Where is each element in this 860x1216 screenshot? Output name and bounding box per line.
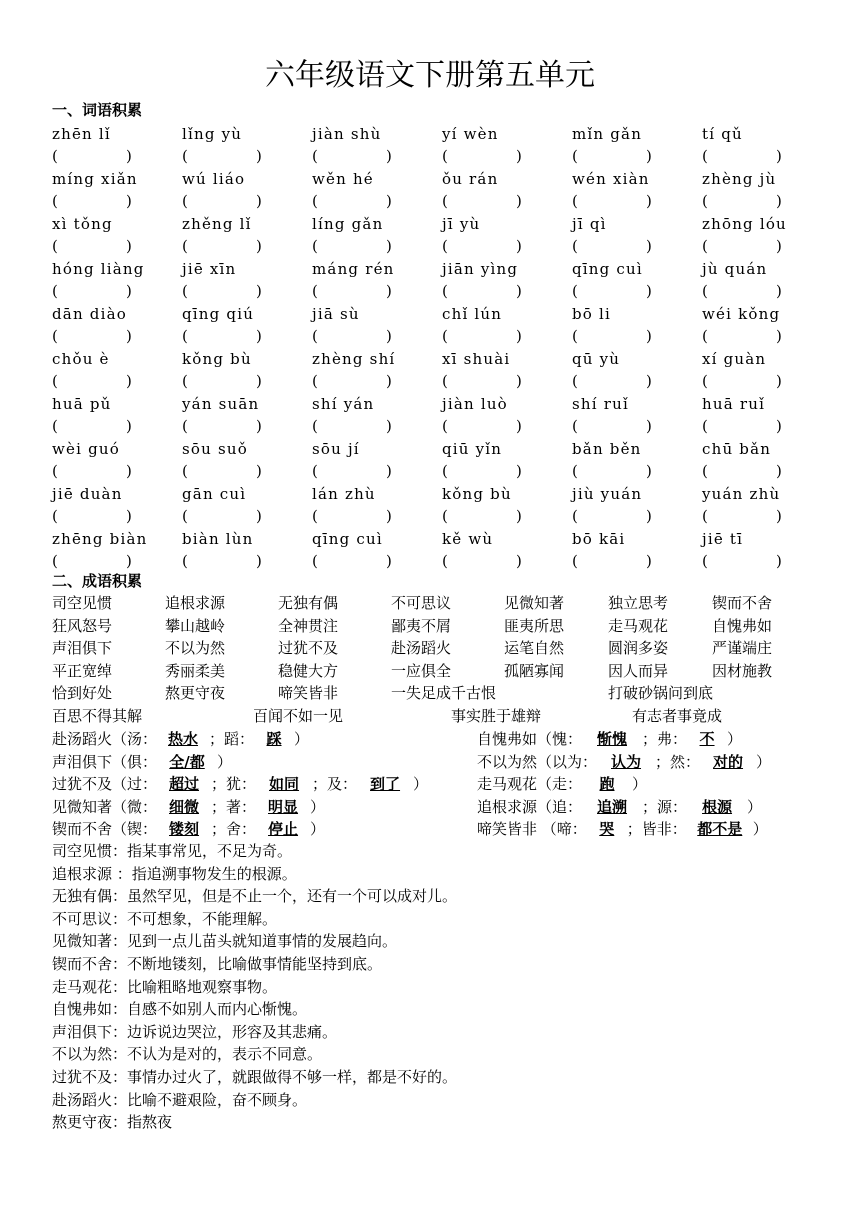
definition-line: 过犹不及：事情办过火了，就跟做得不够一样，都是不好的。 — [52, 1067, 458, 1086]
pinyin-label: zhèng jù — [702, 170, 777, 188]
note-fu-tang-dao-huo: 赴汤蹈火（汤： 热水 ；蹈： 踩 ） — [52, 730, 310, 748]
pinyin-label: mǐn gǎn — [572, 125, 643, 143]
pinyin-label: xí guàn — [702, 350, 767, 368]
definition-line: 不以为然：不认为是对的，表示不同意。 — [52, 1045, 323, 1064]
pinyin-label: shí yán — [312, 395, 375, 413]
vocab-row: wèi guó ( ) sōu suǒ ( ) sōu jí ( ) qiū yǐn ( ) bǎn běn ( ) chū bǎn ( ) — [52, 440, 782, 480]
pinyin-label: jiàn shù — [312, 125, 382, 143]
idiom-row — [52, 660, 842, 683]
idiom-item: 稳健大方 — [278, 661, 339, 680]
idiom-item: 一失足成千古恨 — [391, 684, 497, 702]
pinyin-label: yán suān — [182, 395, 260, 413]
definition-line: 走马观花：比喻粗略地观察事物。 — [52, 977, 278, 996]
pinyin-label: sōu jí — [312, 440, 360, 458]
pinyin-label: wèi guó — [52, 440, 120, 458]
idiom-notes — [52, 728, 842, 841]
idiom-item: 见微知著 — [504, 594, 565, 612]
pinyin-label: wén xiàn — [572, 170, 650, 188]
pinyin-label: kǒng bù — [182, 350, 252, 368]
pinyin-label: máng rén — [312, 260, 395, 278]
pinyin-label: huā pǔ — [52, 395, 112, 413]
vocab-row: dān diào ( ) qīng qiú ( ) jiā sù ( ) chǐ lún ( ) bō li ( ) wéi kǒng ( ) — [52, 305, 782, 345]
pinyin-label: xì tǒng — [52, 215, 113, 233]
idiom-item: 因材施教 — [712, 661, 773, 680]
pinyin-label: qīng cuì — [312, 530, 383, 548]
idiom-item: 一应俱全 — [391, 661, 452, 680]
idiom-item: 有志者事竟成 — [632, 706, 723, 725]
idiom-item: 全神贯注 — [278, 616, 339, 635]
note-jian-wei-zhi-zhu: 见微知著（微： 细微 ；著： 明显 ） — [52, 797, 326, 816]
pinyin-label: jiù yuán — [572, 485, 643, 503]
note-sheng-lei-ju-xia: 声泪俱下（俱： 全/都 ） — [52, 752, 233, 771]
idiom-item: 百思不得其解 — [52, 706, 143, 725]
pinyin-label: kě wù — [442, 530, 494, 548]
idiom-list — [52, 592, 842, 727]
pinyin-label: qīng cuì — [572, 260, 643, 278]
pinyin-label: jù quán — [702, 260, 768, 278]
note-guo-you-bu-ji: 过犹不及（过： 超过 ；犹： 如同 ；及： 到了 ） — [52, 775, 429, 793]
idiom-item: 平正宽绰 — [52, 661, 113, 680]
idiom-item: 狂风怒号 — [52, 616, 113, 635]
pinyin-label: lǐng yù — [182, 125, 243, 143]
idiom-row — [52, 637, 842, 660]
pinyin-label: zhěng lǐ — [182, 215, 252, 233]
pinyin-label: zhōng lóu — [702, 215, 787, 233]
pinyin-label: jī qì — [572, 215, 607, 233]
vocab-row: zhēng biàn ( ) biàn lùn ( ) qīng cuì ( ) kě wù ( ) bō kāi ( ) jiē tī ( ) — [52, 530, 782, 570]
idiom-item: 过犹不及 — [278, 639, 339, 657]
pinyin-label: wéi kǒng — [702, 305, 781, 323]
pinyin-label: huā ruǐ — [702, 395, 766, 413]
note-zou-ma-guan-hua: 走马观花（走： 跑 ） — [477, 775, 648, 793]
idiom-item: 司空见惯 — [52, 594, 113, 612]
pinyin-label: jiā sù — [312, 305, 360, 323]
idiom-item: 因人而异 — [608, 661, 669, 680]
note-qie-er-bu-she: 锲而不舍（锲： 镂刻 ；舍： 停止 ） — [52, 820, 326, 838]
note-bu-yi-wei-ran: 不以为然（以为： 认为 ；然： 对的 ） — [477, 752, 772, 771]
idiom-item: 自愧弗如 — [712, 616, 773, 635]
idiom-row — [52, 592, 842, 615]
vocab-row: míng xiǎn ( ) wú liáo ( ) wěn hé ( ) ǒu rán ( ) wén xiàn ( ) zhèng jù ( ) — [52, 170, 782, 210]
pinyin-label: jiàn luò — [442, 395, 508, 413]
pinyin-label: jiē xīn — [182, 260, 237, 278]
definition-line: 见微知著：见到一点儿苗头就知道事情的发展趋向。 — [52, 932, 398, 951]
pinyin-label: hóng liàng — [52, 260, 145, 278]
idiom-row — [52, 615, 842, 638]
pinyin-label: shí ruǐ — [572, 395, 629, 413]
vocabulary-grid — [52, 123, 842, 573]
idiom-item: 恰到好处 — [52, 684, 113, 702]
note-zhui-gen-qiu-yuan: 追根求源（追： 追溯 ；源： 根源 ） — [477, 797, 763, 816]
pinyin-label: biàn lùn — [182, 530, 254, 548]
idiom-item: 鄙夷不屑 — [391, 616, 452, 635]
pinyin-label: dān diào — [52, 305, 127, 323]
pinyin-label: jiān yìng — [442, 260, 519, 278]
pinyin-label: wěn hé — [312, 170, 374, 188]
idiom-item: 运笔自然 — [504, 639, 565, 657]
pinyin-label: zhēng biàn — [52, 530, 148, 548]
pinyin-label: zhèng shí — [312, 350, 396, 368]
vocab-row: xì tǒng ( ) zhěng lǐ ( ) líng gǎn ( ) jī yù ( ) jī qì ( ) zhōng lóu ( ) — [52, 215, 787, 255]
pinyin-label: yí wèn — [442, 125, 499, 143]
idiom-item: 赴汤蹈火 — [391, 639, 452, 657]
pinyin-label: míng xiǎn — [52, 170, 138, 188]
idiom-item: 打破砂锅问到底 — [608, 684, 714, 702]
idiom-item: 独立思考 — [608, 594, 669, 612]
idiom-row — [52, 705, 842, 728]
definition-line: 声泪俱下：边诉说边哭泣，形容及其悲痛。 — [52, 1022, 338, 1041]
pinyin-label: kǒng bù — [442, 485, 512, 503]
pinyin-label: bō kāi — [572, 530, 626, 548]
pinyin-label: jiē duàn — [52, 485, 123, 503]
definition-line: 追根求源 ：指追溯事物发生的根源。 — [52, 864, 297, 883]
pinyin-label: bō li — [572, 305, 611, 323]
vocab-row: hóng liàng ( ) jiē xīn ( ) máng rén ( ) jiān yìng ( ) qīng cuì ( ) jù quán ( ) — [52, 260, 782, 300]
pinyin-label: yuán zhù — [702, 485, 781, 503]
idiom-item: 匪夷所思 — [504, 616, 565, 635]
vocab-row: huā pǔ ( ) yán suān ( ) shí yán ( ) jiàn luò ( ) shí ruǐ ( ) huā ruǐ ( ) — [52, 395, 782, 435]
section-heading-idioms: 二、成语积累 — [52, 572, 143, 590]
idiom-item: 严谨端庄 — [712, 639, 773, 657]
page-title: 六年级语文下册第五单元 — [265, 58, 595, 93]
idiom-item: 百闻不如一见 — [253, 706, 344, 725]
pinyin-label: jī yù — [442, 215, 481, 233]
vocab-row: zhēn lǐ ( ) lǐng yù ( ) jiàn shù ( ) yí wèn ( ) mǐn gǎn ( ) tí qǔ ( ) — [52, 125, 782, 165]
idiom-item: 不可思议 — [391, 594, 452, 612]
idiom-item: 无独有偶 — [278, 594, 339, 612]
idiom-item: 走马观花 — [608, 616, 669, 635]
pinyin-label: zhēn lǐ — [52, 125, 111, 143]
pinyin-label: jiē tī — [702, 530, 744, 548]
definition-line: 司空见惯：指某事常见，不足为奇。 — [52, 842, 293, 860]
definition-line: 熬更守夜：指熬夜 — [52, 1113, 173, 1132]
idiom-item: 攀山越岭 — [165, 616, 226, 635]
definition-line: 赴汤蹈火：比喻不避艰险，奋不顾身。 — [52, 1090, 308, 1109]
pinyin-label: lán zhù — [312, 485, 376, 503]
idiom-item: 不以为然 — [165, 639, 226, 657]
idiom-definitions — [52, 840, 842, 1134]
pinyin-label: wú liáo — [182, 170, 246, 188]
note-zi-kui-fu-ru: 自愧弗如（愧： 惭愧 ；弗： 不 ） — [477, 730, 743, 748]
idiom-item: 啼笑皆非 — [278, 684, 339, 702]
pinyin-label: gān cuì — [182, 485, 247, 503]
pinyin-label: qīng qiú — [182, 305, 255, 323]
pinyin-label: qiū yǐn — [442, 440, 503, 458]
definition-line: 无独有偶：虽然罕见，但是不止一个，还有一个可以成对儿。 — [52, 887, 458, 906]
idiom-item: 孤陋寡闻 — [504, 661, 565, 680]
definition-line: 自愧弗如：自感不如别人而内心惭愧。 — [52, 1000, 308, 1019]
pinyin-label: xī shuài — [442, 350, 511, 368]
vocab-row: jiē duàn ( ) gān cuì ( ) lán zhù ( ) kǒng bù ( ) jiù yuán ( ) yuán zhù ( ) — [52, 485, 782, 525]
pinyin-label: chǐ lún — [442, 305, 503, 323]
definition-line: 锲而不舍：不断地镂刻，比喻做事情能坚持到底。 — [52, 954, 383, 973]
pinyin-label: qū yù — [572, 350, 621, 368]
pinyin-label: líng gǎn — [312, 215, 384, 233]
pinyin-label: bǎn běn — [572, 440, 642, 458]
pinyin-label: chǒu è — [52, 350, 110, 368]
idiom-item: 锲而不舍 — [712, 594, 773, 612]
idiom-item: 声泪俱下 — [52, 639, 113, 657]
note-ti-xiao-jie-fei: 啼笑皆非 （啼： 哭 ；皆非： 都不是 ） — [477, 820, 768, 838]
idiom-item: 熬更守夜 — [165, 684, 226, 702]
vocab-row: chǒu è ( ) kǒng bù ( ) zhèng shí ( ) xī shuài ( ) qū yù ( ) xí guàn ( ) — [52, 350, 782, 390]
idiom-item: 秀丽柔美 — [165, 661, 226, 680]
pinyin-label: sōu suǒ — [182, 440, 248, 458]
pinyin-label: chū bǎn — [702, 440, 772, 458]
pinyin-label: ǒu rán — [442, 170, 499, 188]
pinyin-label: tí qǔ — [702, 125, 743, 143]
definition-line: 不可思议：不可想象，不能理解。 — [52, 909, 278, 928]
idiom-item: 圆润多姿 — [608, 639, 669, 657]
idiom-row — [52, 682, 842, 705]
idiom-item: 事实胜于雄辩 — [451, 706, 542, 725]
idiom-item: 追根求源 — [165, 594, 226, 612]
section-heading-vocabulary: 一、词语积累 — [52, 101, 143, 119]
